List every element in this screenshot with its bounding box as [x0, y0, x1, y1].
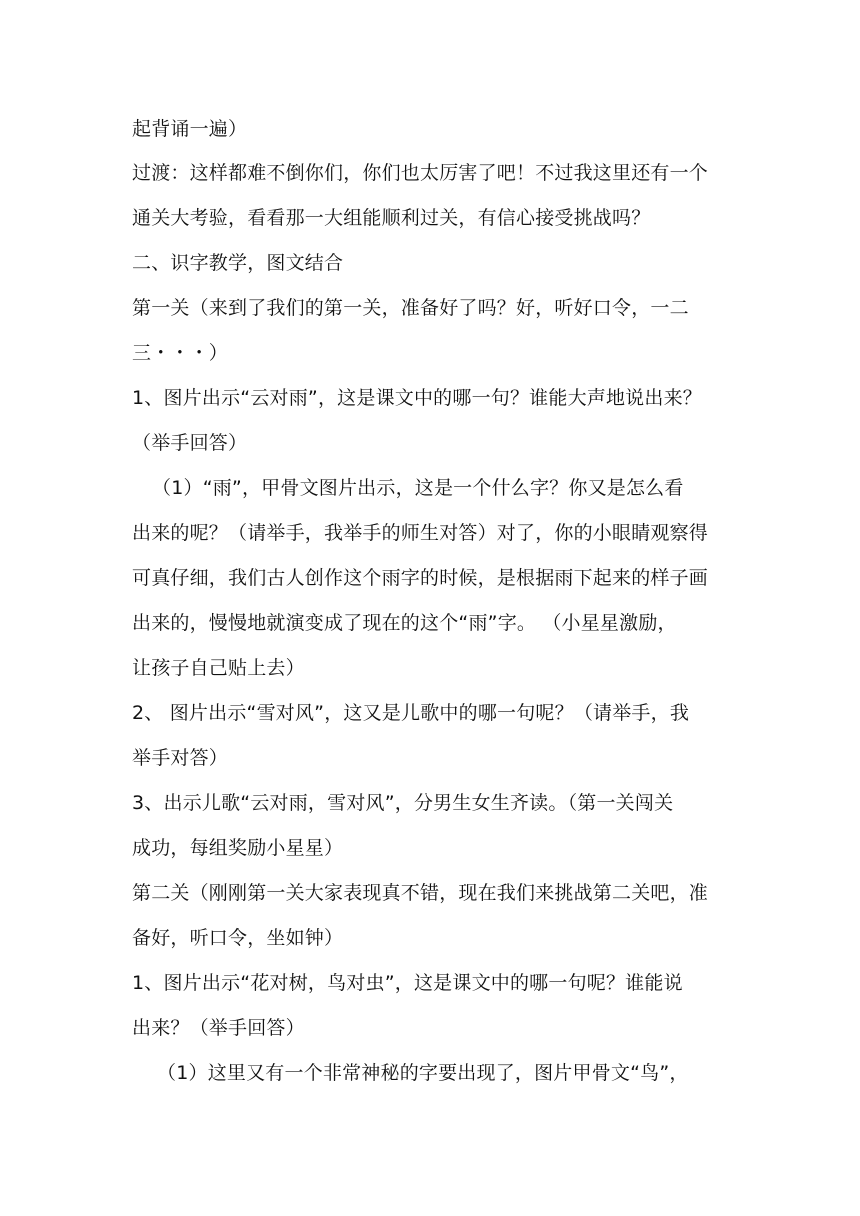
- text-line: 让孩子自己贴上去）: [132, 657, 305, 679]
- text-line: 通关大考验，看看那一大组能顺利过关，有信心接受挑战吗？: [132, 207, 651, 229]
- text-line: 起背诵一遍）: [132, 118, 248, 140]
- text-line: 举手对答）: [132, 747, 229, 769]
- text-line: 1、图片出示“云对雨”，这是课文中的哪一句？谁能大声地说出来？: [132, 387, 702, 409]
- text-line: 3、出示儿歌“云对雨，雪对风”，分男生女生齐读。（第一关闯关: [132, 792, 674, 814]
- text-line: 三・・・）: [132, 342, 229, 364]
- text-line: （1）这里又有一个非常神秘的字要出现了，图片甲骨文“鸟”，: [157, 1062, 689, 1084]
- text-line: 出来的，慢慢地就演变成了现在的这个“雨”字。 （小星星激励，: [132, 612, 677, 634]
- section-heading: 二、识字教学，图文结合: [132, 252, 344, 274]
- text-line: 成功，每组奖励小星星）: [132, 837, 344, 859]
- text-line: （举手回答）: [132, 432, 248, 454]
- text-line: 可真仔细，我们古人创作这个雨字的时候，是根据雨下起来的样子画: [132, 567, 709, 589]
- text-line: 出来？（举手回答）: [132, 1017, 305, 1039]
- text-line: 出来的呢？（请举手，我举手的师生对答）对了，你的小眼睛观察得: [132, 522, 709, 544]
- text-line: 过渡：这样都难不倒你们，你们也太厉害了吧！不过我这里还有一个: [132, 162, 709, 184]
- text-line: （1）“雨”，甲骨文图片出示，这是一个什么字？你又是怎么看: [152, 477, 684, 499]
- text-line: 第二关（刚刚第一关大家表现真不错，现在我们来挑战第二关吧，准: [132, 882, 709, 904]
- text-line: 备好，听口令，坐如钟）: [132, 927, 344, 949]
- text-line: 2、 图片出示“雪对风”，这又是儿歌中的哪一句呢？（请举手，我: [132, 702, 690, 724]
- text-line: 第一关（来到了我们的第一关，准备好了吗？好，听好口令，一二: [132, 297, 689, 319]
- text-line: 1、图片出示“花对树，鸟对虫”，这是课文中的哪一句呢？谁能说: [132, 972, 683, 994]
